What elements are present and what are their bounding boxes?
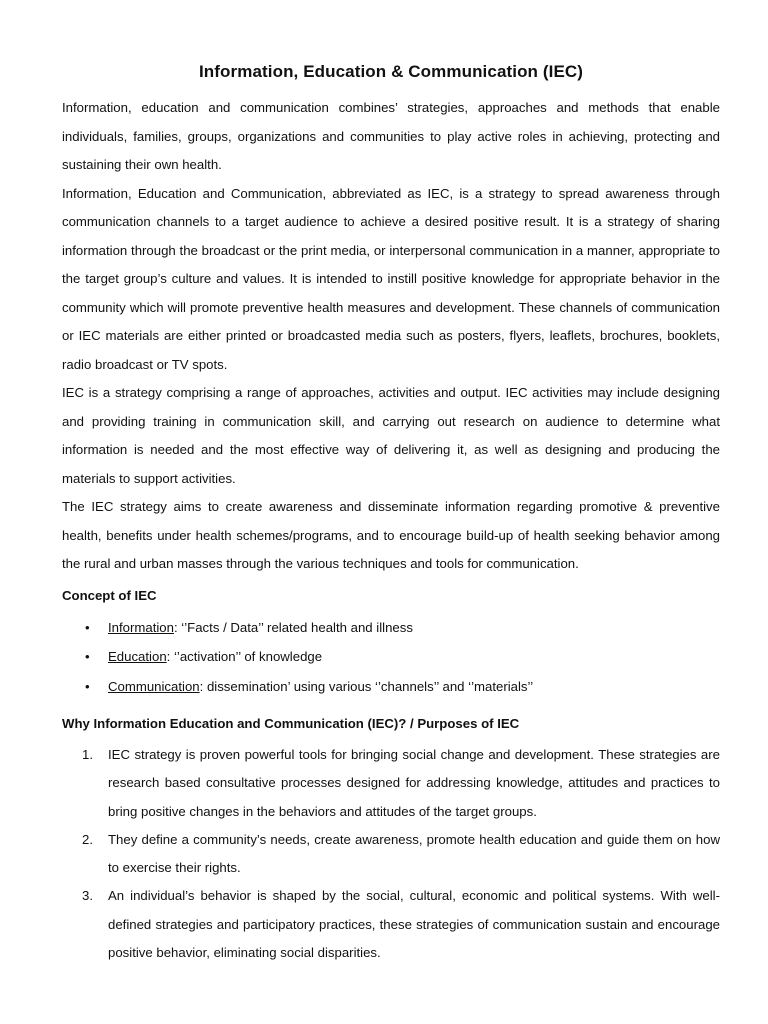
concept-desc: : ‘’Facts / Data’’ related health and illness bbox=[173, 619, 413, 635]
strategy-paragraph: IEC is a strategy comprising a range of approaches, activities and output. IEC activities may include designing and providing training in communication skill, and carrying out research on audience to determine what information is needed and the most effective way of delivering it, as well as designing and producing the materials to support activities. bbox=[62, 385, 720, 486]
definition-paragraph: Information, Education and Communication, abbreviated as IEC, is a strategy to spread awareness through communication channels to a target audience to achieve a desired positive result. It is a strategy of sharing information through the broadcast or the print media, or interpersonal communication in a manner, appropriate to the target group’s culture and values. It is intended to instill positive knowledge for appropriate behavior in the community which will promote preventive health measures and development. These channels of communication or IEC materials are either printed or broadcasted media such as posters, flyers, leaflets, brochures, booklets, radio broadcast or TV spots. bbox=[62, 185, 720, 372]
concept-item bbox=[82, 642, 720, 672]
concept-desc: : ‘’activation’’ of knowledge bbox=[166, 649, 323, 664]
purpose-item bbox=[82, 741, 720, 826]
bullet-icon: • bbox=[85, 678, 90, 694]
concept-term: Information bbox=[108, 619, 174, 635]
purpose-item bbox=[82, 882, 720, 967]
concept-list bbox=[62, 613, 720, 702]
purpose-text: IEC strategy is proven powerful tools for bringing social change and development. These strategies are research based consultative processes designed for addressing knowledge, attitudes and practices to bring positive changes in the behaviors and attitudes of the target groups. bbox=[108, 747, 720, 819]
bullet-icon: • bbox=[85, 619, 90, 635]
aims-paragraph: The IEC strategy aims to create awareness and disseminate information regarding promotive & preventive health, benefits under health schemes/programs, and to encourage build-up of health seeking behavior among the rural and urban masses through the various techniques and tools for communication. bbox=[62, 499, 720, 571]
purpose-number: 2. bbox=[82, 831, 93, 847]
purpose-heading: Why Information Education and Communication (IEC)? / Purposes of IEC bbox=[62, 716, 520, 731]
purpose-number: 3. bbox=[82, 888, 93, 904]
intro-paragraph: Information, education and communication combines’ strategies, approaches and methods that enable individuals, families, groups, organizations and communities to play active roles in achieving, protecting and sustaining their own health. bbox=[62, 100, 720, 172]
concept-item bbox=[82, 613, 720, 643]
document-title: Information, Education & Communication (IEC) bbox=[198, 62, 584, 81]
concept-heading: Concept of IEC bbox=[62, 587, 157, 603]
purpose-list bbox=[62, 741, 720, 967]
purpose-text: They define a community’s needs, create awareness, promote health education and guide them on how to exercise their rights. bbox=[108, 831, 720, 876]
concept-desc: : dissemination’ using various ‘’channels’’ and ‘’materials’’ bbox=[199, 678, 534, 694]
purpose-text: An individual’s behavior is shaped by the social, cultural, economic and political systems. With well-defined strategies and participatory practices, these strategies of communication sustain and encourage positive behavior, eliminating social disparities. bbox=[108, 888, 720, 961]
concept-term: Communication bbox=[108, 678, 200, 694]
concept-term: Education bbox=[108, 649, 167, 664]
concept-item bbox=[82, 672, 720, 702]
purpose-item bbox=[82, 826, 720, 883]
purpose-number: 1. bbox=[82, 747, 93, 762]
bullet-icon: • bbox=[85, 649, 90, 664]
